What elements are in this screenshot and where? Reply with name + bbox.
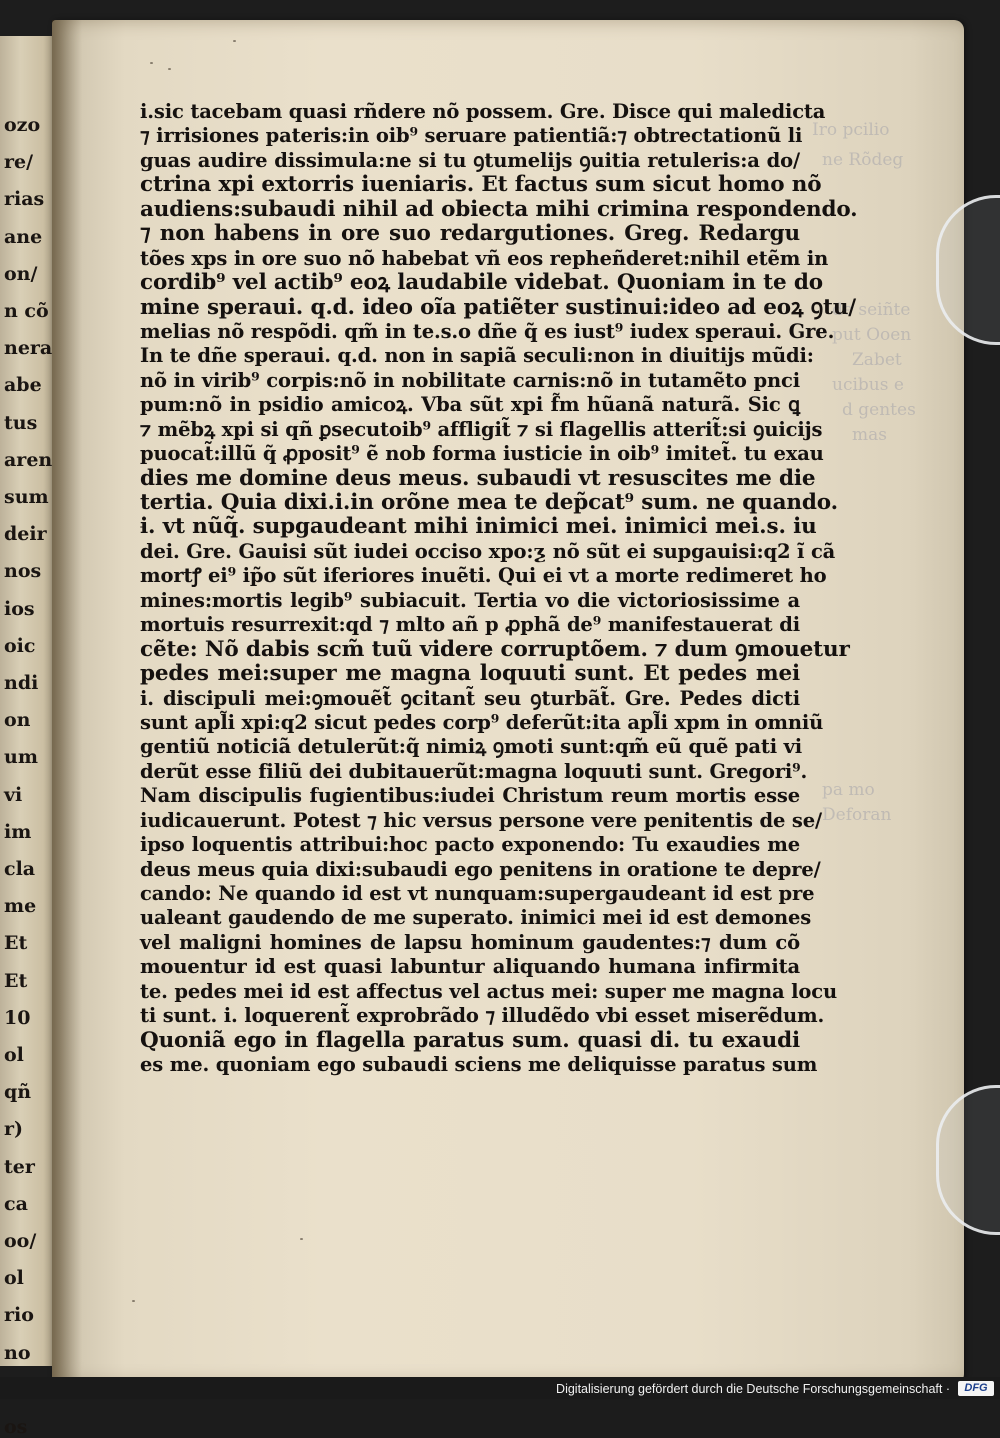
facing-page-fragment: ozo: [4, 114, 41, 136]
text-line: ⁊ non habens in ore suo redargutiones. Greg. Redargu: [140, 221, 800, 247]
book-page: Iro pcilio ne Rõdeg de seiñte put Ooen Zabet ucibus e d gentes mas pa mo Deforan: [52, 20, 964, 1384]
text-line: cẽte: Nõ dabis scm̃ tuũ videre corruptõem. ⁊ dum ꝯmouetur: [140, 636, 850, 662]
text-line: sunt apl̃i xpi:q2 sicut pedes corp⁹ deferũt:ita apl̃i xpm in omniũ: [140, 710, 824, 734]
funding-credit: Digitalisierung gefördert durch die Deutsche Forschungsgemeinschaft ·: [556, 1382, 950, 1396]
facing-page-fragment: vi: [4, 783, 23, 806]
facing-page-fragment: me: [4, 895, 37, 918]
facing-page-fragment: ane: [4, 225, 43, 248]
text-line: melias nõ respõdi. qm̃ in te.s.o dñe q̃ es iust⁹ iudex speraui. Gre.: [140, 319, 835, 343]
facing-page-fragment: qñ: [4, 1081, 32, 1104]
facing-page-fragment: nos: [4, 560, 42, 583]
facing-page-fragment: ter: [4, 1155, 35, 1178]
facing-page-fragment: 10: [4, 1006, 31, 1029]
facing-page-fragment: ol: [4, 1267, 24, 1290]
text-line: i. discipuli mei:ꝯmouẽt̃ ꝯcitant̃ seu ꝯturbãt̃. Gre. Pedes dicti: [140, 686, 800, 710]
facing-page-fragment: Et: [4, 969, 28, 992]
facing-page-fragment: oic: [4, 634, 36, 657]
facing-page-fragment: rias: [4, 188, 45, 211]
printed-text-block: [140, 100, 858, 1078]
text-line: te. pedes mei id est affectus vel actus mei: super me magna locu: [140, 979, 838, 1003]
text-line: ti sunt. i. loquerent̃ exprobrãdo ⁊ illudẽdo vbi esset miserẽdum.: [140, 1004, 825, 1028]
facing-page-fragment: ndi: [4, 672, 39, 694]
text-line: iudicauerunt. Potest ⁊ hic versus persone vere penitentis de se/: [140, 808, 822, 832]
text-line: audiens:subaudi nihil ad obiecta mihi crimina respondendo.: [140, 196, 858, 222]
text-line: cordib⁹ vel actib⁹ eoꝝ laudabile videbat. Quoniam in te do: [140, 270, 823, 296]
text-line: gentiũ noticiã detulerũt:q̃ nimiꝝ ꝯmoti sunt:qm̃ eũ quẽ pati vi: [140, 735, 803, 759]
text-line: In te dñe speraui. q.d. non in sapiã seculi:non in diuitijs mũdi:: [140, 344, 814, 368]
text-line: ipso loquentis attribui:hoc pacto exponendo: Tu exaudies me: [140, 833, 800, 857]
facing-page-fragment: ios: [4, 597, 35, 620]
text-line: cando: Ne quando id est vt nunquam:supergaudeant id est pre: [140, 882, 815, 905]
text-line: Quoniã ego in flagella paratus sum. quasi di. tu exaudi: [140, 1027, 800, 1053]
facing-page-fragment: cla: [4, 858, 36, 880]
facing-page-fragment: on/: [4, 262, 38, 285]
text-line: ctrina xpi extorris iueniaris. Et factus sum sicut homo nõ: [140, 172, 822, 198]
text-line: guas audire dissimula:ne si tu ꝯtumelijs ꝯuitia retuleris:a do/: [140, 148, 800, 172]
facing-page-fragment: on: [4, 709, 31, 732]
facing-page-fragment: re/: [4, 151, 34, 174]
facing-page-fragment: Et: [4, 932, 28, 955]
facing-page-fragment: im: [4, 820, 32, 843]
text-line: es me. quoniam ego subaudi sciens me deliquisse paratus sum: [140, 1053, 818, 1077]
text-line: Nam discipulis fugientibus:iudei Christum reum mortis esse: [140, 784, 800, 808]
facing-page-fragment: um: [4, 746, 38, 769]
footer-bar: [0, 1377, 1000, 1399]
facing-page-fragment: rio: [4, 1304, 34, 1327]
dfg-logo-icon: DFG: [958, 1381, 994, 1396]
facing-page-fragment: r): [4, 1118, 23, 1141]
facing-page-fragment: oo/: [4, 1230, 37, 1252]
text-line: ualeant gaudendo de me superato. inimici mei id est demones: [140, 906, 812, 930]
facing-page-fragment: ca: [4, 1192, 28, 1215]
text-line: pedes mei:super me magna loquuti sunt. Et pedes mei: [140, 661, 800, 687]
text-line: i. vt nũq̃. supgaudeant mihi inimici mei. inimici mei.s. iu: [140, 514, 817, 540]
text-line: puocat̃:illũ q̃ ꝓposit⁹ ẽ nob forma iusticie in oib⁹ imitet̃. tu exau: [140, 442, 824, 466]
facing-page-fragment: os: [4, 1416, 28, 1438]
text-line: ⁊ mẽbꝝ xpi si qñ ꝑsecutoib⁹ affligit̃ ⁊ si flagellis atterit̃:si ꝯuicijs: [140, 417, 823, 441]
text-line: derũt esse filiũ dei dubitauerũt:magna loquuti sunt. Gregori⁹.: [140, 759, 808, 783]
text-line: i.sic tacebam quasi rñdere nõ possem. Gre. Disce qui maledicta: [140, 100, 826, 123]
text-line: mortꝭ ei⁹ ip̃o sũt iferiores inuẽti. Qui ei vt a morte redimeret ho: [140, 564, 827, 588]
text-line: mouentur id est quasi labuntur aliquando humana infirmita: [140, 955, 800, 979]
text-line: dies me domine deus meus. subaudi vt resuscites me die: [140, 465, 816, 491]
text-line: tertia. Quia dixi.i.in orõne mea te dep̃cat⁹ sum. ne quando.: [140, 490, 838, 515]
facing-page-fragment: sum: [4, 486, 49, 508]
text-line: pum:nõ in psidio amicoꝝ. Vba sũt xpi f̃m hũanã naturã. Sic ꝗ: [140, 393, 800, 417]
facing-page-fragment: abe: [4, 374, 42, 397]
text-line: vel maligni homines de lapsu hominum gaudentes:⁊ dum cõ: [140, 930, 800, 954]
text-line: dei. Gre. Gauisi sũt iudei occiso xpo:ƺ nõ sũt ei supgauisi:q2 ĩ cã: [140, 539, 836, 563]
facing-page-fragment: tus: [4, 411, 38, 434]
facing-page-fragment: ol: [4, 1044, 24, 1066]
facing-page-fragment: nera: [4, 337, 53, 360]
facing-page-fragment: aren: [4, 448, 53, 471]
text-line: ⁊ irrisiones pateris:in oib⁹ seruare patientiã:⁊ obtrectationũ li: [140, 124, 803, 148]
text-line: nõ in virib⁹ corpis:nõ in nobilitate carnis:nõ in tutamẽto pnci: [140, 368, 800, 392]
facing-page-fragment: n cõ: [4, 300, 49, 322]
facing-page-edge: [0, 36, 58, 1438]
text-line: tões xps in ore suo nõ habebat vñ eos repheñderet:nihil etẽm in: [140, 246, 829, 270]
text-line: mortuis resurrexit:qd ⁊ mlto añ p ꝓphã de⁹ manifestauerat di: [140, 613, 800, 637]
facing-page-fragment: no: [4, 1341, 31, 1364]
text-line: mine speraui. q.d. ideo oĩa patiẽter sustinui:ideo ad eoꝝ ꝯtu/: [140, 294, 856, 320]
facing-page-fragment: deir: [4, 523, 47, 546]
text-line: mines:mortis legib⁹ subiacuit. Tertia vo die victoriosissime a: [140, 588, 800, 612]
text-line: deus meus quia dixi:subaudi ego penitens in oratione te depre/: [140, 857, 821, 881]
